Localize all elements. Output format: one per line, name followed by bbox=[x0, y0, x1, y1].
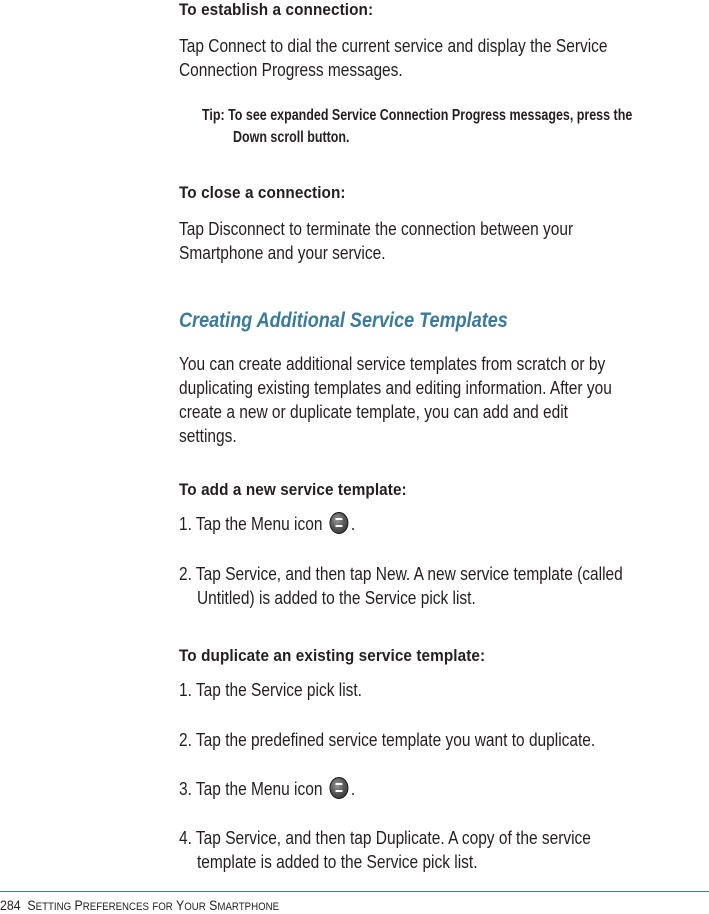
duplicate-heading: To duplicate an existing service template: bbox=[179, 646, 486, 665]
add-step1-end: . bbox=[350, 514, 356, 534]
tip-line2: Down scroll button. bbox=[233, 129, 350, 146]
section-text-line3: create a new or duplicate template, you can add and edit bbox=[179, 402, 568, 422]
close-text-line2: Smartphone and your service. bbox=[179, 243, 386, 263]
section-text-line2: duplicating existing templates and editing information. After you bbox=[179, 378, 612, 398]
duplicate-step1: 1. Tap the Service pick list. bbox=[179, 680, 362, 700]
add-step2-line2: Untitled) is added to the Service pick list. bbox=[197, 588, 476, 608]
menu-icon bbox=[329, 777, 348, 799]
add-heading: To add a new service template: bbox=[179, 480, 407, 499]
tip-line1 bbox=[202, 105, 632, 127]
duplicate-step3-text: 3. Tap the Menu icon bbox=[179, 779, 323, 799]
section-title: Creating Additional Service Templates bbox=[179, 309, 508, 332]
establish-text-line1: Tap Connect to dial the current service and display the Service bbox=[179, 36, 608, 56]
duplicate-step4-line2: template is added to the Service pick list. bbox=[197, 852, 478, 872]
tip-label: Tip bbox=[202, 107, 221, 124]
page-footer bbox=[0, 897, 279, 913]
tip-text: : To see expanded Service Connection Progress messages, press the bbox=[220, 107, 633, 124]
close-heading: To close a connection: bbox=[179, 183, 346, 202]
duplicate-step3-end: . bbox=[350, 779, 356, 799]
duplicate-step4-line1: 4. Tap Service, and then tap Duplicate. A copy of the service bbox=[179, 828, 591, 848]
close-text-line1: Tap Disconnect to terminate the connection between your bbox=[179, 219, 574, 239]
running-title: SETTING PREFERENCES FOR YOUR SMARTPHONE bbox=[27, 897, 280, 913]
menu-icon bbox=[329, 512, 348, 534]
add-step2-line1: 2. Tap Service, and then tap New. A new service template (called bbox=[179, 564, 623, 584]
add-step1-text: 1. Tap the Menu icon bbox=[179, 514, 323, 534]
establish-text-line2: Connection Progress messages. bbox=[179, 60, 403, 80]
duplicate-step2: 2. Tap the predefined service template you want to duplicate. bbox=[179, 730, 596, 750]
establish-heading: To establish a connection: bbox=[179, 0, 374, 19]
add-step1 bbox=[179, 512, 355, 536]
footer-rule bbox=[0, 891, 709, 892]
page-number: 284 bbox=[0, 897, 21, 913]
section-text-line4: settings. bbox=[179, 426, 237, 446]
section-text-line1: You can create additional service templates from scratch or by bbox=[179, 354, 606, 374]
duplicate-step3 bbox=[179, 777, 355, 801]
